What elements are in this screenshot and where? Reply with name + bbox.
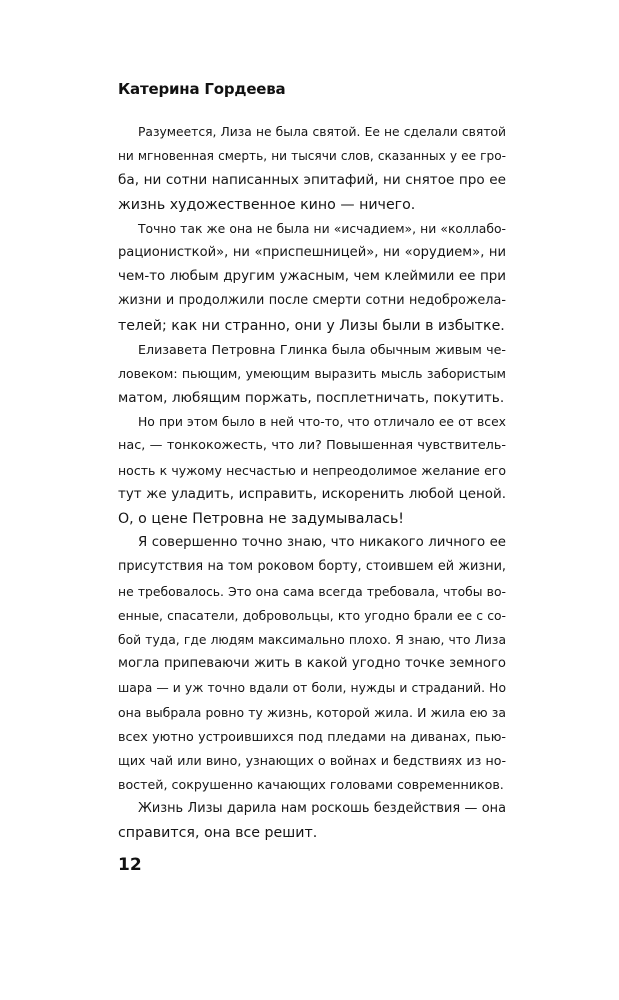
text-line: востей, сокрушенно качающих головами современников.	[118, 777, 504, 793]
text-line: ба, ни сотни написанных эпитафий, ни снятое про ее	[118, 172, 506, 189]
text-line: бой туда, где людям максимально плохо. Я знаю, что Лиза	[118, 632, 506, 647]
text-line: Но при этом было в ней что-то, что отличало ее от всех	[138, 415, 506, 430]
text-line: она выбрала ровно ту жизнь, которой жила. И жила ею за	[118, 704, 506, 720]
text-line: Я совершенно точно знаю, что никакого личного ее	[138, 535, 506, 551]
body-text	[118, 120, 506, 846]
text-line: всех уютно устроившихся под пледами на диванах, пью-	[118, 728, 506, 744]
page-number: 12	[118, 855, 142, 875]
paragraph	[118, 410, 506, 531]
text-line: енные, спасатели, добровольцы, кто угодно брали ее с со-	[118, 608, 506, 623]
text-line: жизни и продолжили после смерти сотни недоброжела-	[118, 293, 506, 309]
text-line: нас, — тонкокожесть, что ли? Повышенная чувствитель-	[118, 438, 506, 454]
text-line: ни мгновенная смерть, ни тысячи слов, сказанных у ее гро-	[118, 149, 506, 164]
paragraph	[118, 217, 506, 338]
text-line: чем-то любым другим ужасным, чем клеймили ее при	[118, 269, 506, 285]
paragraph	[118, 120, 506, 217]
text-line: щих чай или вино, узнающих о войнах и бедствиях из но-	[118, 752, 506, 768]
text-line: жизнь художественное кино — ничего.	[118, 196, 416, 213]
text-line: О, о цене Петровна не задумывалась!	[118, 511, 404, 527]
text-line: шара — и уж точно вдали от боли, нужды и страданий. Но	[118, 681, 506, 696]
text-line: присутствия на том роковом борту, стоившем ей жизни,	[118, 559, 506, 575]
text-line: могла припеваючи жить в какой угодно точке земного	[118, 656, 506, 672]
text-line: не требовалось. Это она сама всегда требовала, чтобы во-	[118, 584, 506, 599]
text-line: тут же уладить, исправить, искоренить любой ценой.	[118, 486, 506, 502]
paragraph	[118, 338, 506, 411]
text-line: рационисткой», ни «приспешницей», ни «орудием», ни	[118, 244, 506, 260]
text-line: ловеком: пьющим, умеющим выразить мысль забористым	[118, 365, 506, 381]
text-line: справится, она все решит.	[118, 825, 318, 842]
running-head-author: Катерина Гордеева	[118, 80, 286, 98]
text-line: Разумеется, Лиза не была святой. Ее не сделали святой	[138, 125, 506, 139]
text-line: Точно так же она не была ни «исчадием», ни «коллабо-	[138, 221, 506, 236]
text-line: матом, любящим поржать, посплетничать, покутить.	[118, 390, 505, 407]
paragraph	[118, 531, 506, 797]
paragraph	[118, 797, 506, 845]
text-line: ность к чужому несчастью и непреодолимое желание его	[118, 462, 506, 478]
text-line: Елизавета Петровна Глинка была обычным живым че-	[138, 341, 506, 357]
text-line: телей; как ни странно, они у Лизы были в избытке.	[118, 317, 505, 334]
text-line: Жизнь Лизы дарила нам роскошь бездействия — она	[138, 801, 506, 817]
